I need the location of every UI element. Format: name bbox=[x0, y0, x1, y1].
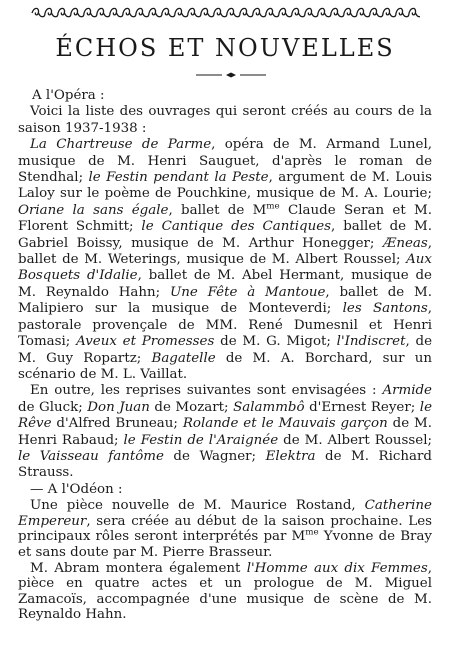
opera-reprises-paragraph bbox=[18, 383, 432, 481]
work-title: Oriane la sans égale bbox=[18, 202, 169, 218]
text-run: , argument de M. Louis Laloy sur le poème de Pouchkine, musique de M. A. Lourie; bbox=[18, 170, 432, 202]
work-title: Don Juan bbox=[87, 399, 150, 415]
text-run: , opéra de M. Armand Lunel, musique de M. Henri Sauguet, d'après le roman de Stendhal; bbox=[18, 137, 432, 186]
work-title: le Festin pendant la Peste bbox=[88, 170, 269, 186]
text-run: , de M. Guy Ropartz; bbox=[18, 334, 433, 366]
text-run: , ballet de M. Malipiero sur la musique de Monteverdi; bbox=[18, 284, 432, 317]
ornament-scroll bbox=[331, 8, 344, 16]
ornament-scroll bbox=[344, 8, 357, 16]
work-title: le Vaisseau fantôme bbox=[18, 448, 164, 464]
work-title: Catherine Empereur bbox=[18, 498, 432, 529]
ornament-scroll bbox=[84, 8, 97, 16]
work-title: Aveux et Promesses bbox=[76, 334, 215, 350]
work-title: le Festin de l'Araignée bbox=[123, 432, 279, 448]
work-title: Elektra bbox=[265, 448, 316, 464]
text-run: , ballet de M bbox=[168, 202, 267, 218]
odeon-heading: — A l'Odéon : bbox=[30, 481, 123, 497]
ornament-scroll bbox=[201, 8, 214, 16]
honorific-superscript: me bbox=[266, 201, 280, 212]
ornament-scroll bbox=[279, 8, 292, 16]
text-run: , pièce en quatre actes et un prologue de M. Miguel Zamacoïs, accompagnée d'une musique de scène de M. Reynaldo Hahn. bbox=[18, 560, 432, 623]
work-title: La Chartreuse de Parme bbox=[30, 137, 212, 153]
ornament-scroll bbox=[162, 8, 175, 16]
work-title: Aux Bosquets d'Idalie bbox=[18, 252, 432, 284]
work-title: Salammbô bbox=[233, 399, 305, 415]
odeon-paragraph-rostand bbox=[18, 498, 432, 560]
text-run: de Wagner; bbox=[163, 448, 266, 464]
ornament-scroll bbox=[123, 8, 136, 16]
work-title: Bagatelle bbox=[151, 350, 216, 366]
work-title: le Rêve bbox=[18, 399, 432, 432]
opera-heading: A l'Opéra : bbox=[32, 88, 105, 103]
text-run: de M. G. Migot; bbox=[214, 334, 337, 350]
text-run: Yvonne de Bray et sans doute par M. Pierre Brasseur. bbox=[18, 529, 432, 560]
ornament-scroll bbox=[305, 8, 318, 16]
ornament-scroll bbox=[97, 8, 110, 16]
text-run: , pastorale provençale de MM. René Dumesnil et Henri Tomasi; bbox=[18, 301, 432, 350]
text-run: de M. A. Borchard, sur un scénario de M. L. Vaillat. bbox=[18, 350, 433, 382]
text-run: d'Ernest Reyer; bbox=[304, 399, 420, 415]
text-run: Claude Seran et M. Florent Schmitt; bbox=[18, 202, 432, 235]
text-run: de Gluck; bbox=[18, 399, 88, 415]
ornament-scroll bbox=[175, 8, 188, 16]
text-run: de Mozart; bbox=[149, 399, 234, 415]
ornament-scroll bbox=[32, 8, 45, 16]
article-body bbox=[18, 88, 432, 623]
text-run: , ballet de M. Abel Hermant, musique de M. Reynaldo Hahn; bbox=[18, 268, 432, 300]
text-run: Une pièce nouvelle de M. Maurice Rostand, bbox=[30, 498, 365, 514]
work-title: Rolande et le Mauvais garçon bbox=[182, 416, 388, 432]
page-title: ÉCHOS ET NOUVELLES bbox=[55, 34, 395, 62]
ornament-scroll bbox=[214, 8, 227, 16]
honorific-superscript: me bbox=[305, 527, 319, 538]
ornament-scroll bbox=[266, 8, 279, 16]
text-run: de M. Richard Strauss. bbox=[18, 448, 432, 481]
ornament-scroll bbox=[409, 8, 420, 16]
ornament-scroll bbox=[253, 8, 266, 16]
ornament-scroll bbox=[318, 8, 331, 16]
title-divider bbox=[196, 72, 266, 78]
ornament-scroll bbox=[71, 8, 84, 16]
work-title: le Cantique des Cantiques bbox=[141, 219, 331, 235]
ornament-scroll bbox=[110, 8, 123, 16]
text-run: , ballet de M. Gabriel Boissy, musique de M. Arthur Honegger; bbox=[18, 219, 432, 251]
text-run: M. Abram montera également bbox=[30, 560, 247, 576]
ornament-scroll bbox=[188, 8, 201, 16]
ornament-scroll bbox=[240, 8, 253, 16]
decorative-border-ornament bbox=[30, 6, 420, 20]
ornament-scroll bbox=[58, 8, 71, 16]
work-title: les Santons bbox=[342, 301, 428, 317]
work-title: Armide bbox=[382, 383, 432, 399]
work-title: Æneas bbox=[382, 235, 428, 251]
ornament-scroll bbox=[149, 8, 162, 16]
ornament-scroll bbox=[370, 8, 383, 16]
ornament-scroll bbox=[45, 8, 58, 16]
work-title: l'Indiscret bbox=[336, 334, 406, 350]
ornament-scroll bbox=[136, 8, 149, 16]
work-title: Une Fête à Mantoue bbox=[169, 284, 326, 300]
ornament-scroll bbox=[383, 8, 396, 16]
ornament-scroll bbox=[357, 8, 370, 16]
work-title: l'Homme aux dix Femmes bbox=[246, 560, 428, 576]
text-run: En outre, les reprises suivantes sont envisagées : bbox=[30, 383, 383, 399]
opera-intro: Voici la liste des ouvrages qui seront créés au cours de la saison 1937-1938 : bbox=[18, 104, 432, 136]
opera-premieres-paragraph bbox=[18, 137, 432, 383]
text-run: , ballet de M. Weterings, musique de M. Albert Roussel; bbox=[18, 235, 432, 268]
text-run: , sera créée au début de la saison prochaine. Les principaux rôles seront interprétés par M bbox=[18, 513, 432, 545]
text-run: de M. Henri Rabaud; bbox=[18, 416, 432, 448]
odeon-paragraph-abram bbox=[18, 561, 432, 623]
ornament-scroll bbox=[292, 8, 305, 16]
ornament-scroll bbox=[227, 8, 240, 16]
text-run: de M. Albert Roussel; bbox=[278, 432, 433, 448]
text-run: d'Alfred Bruneau; bbox=[51, 416, 183, 432]
ornament-scroll bbox=[396, 8, 409, 16]
